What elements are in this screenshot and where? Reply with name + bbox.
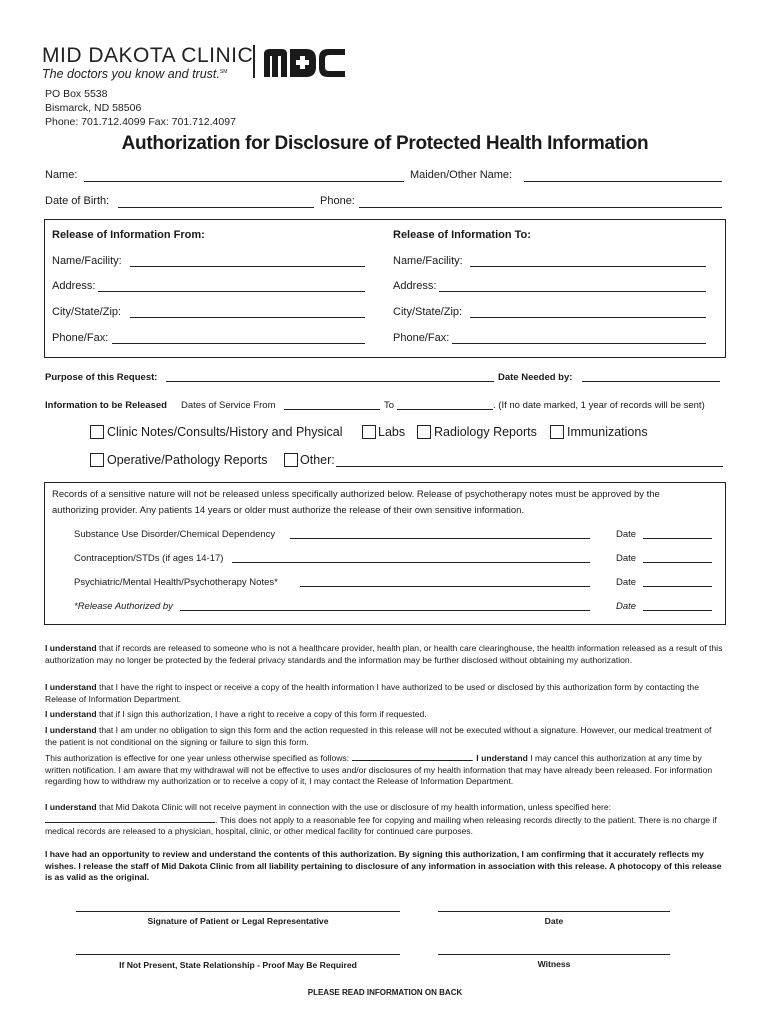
psychiatric-date-label: Date: [616, 577, 637, 588]
understand-paragraph-2: I understand that I have the right to inspect or receive a copy of the health information I have authorized to be used or disclosed by this authorization form by contacting the Release of Information Department.: [45, 682, 699, 704]
contraception-date-label: Date: [616, 553, 637, 564]
to-label: To: [384, 400, 395, 411]
date-needed-field[interactable]: [582, 381, 720, 382]
other-checkbox[interactable]: [284, 453, 298, 467]
clinic-notes-label: Clinic Notes/Consults/History and Physical: [107, 425, 343, 439]
from-name-field[interactable]: [130, 266, 365, 267]
authorized-date-label: Date: [616, 601, 637, 612]
relationship-caption: If Not Present, State Relationship - Proof May Be Required: [119, 960, 357, 970]
to-name-field[interactable]: [470, 266, 706, 267]
info-released-label: Information to be Released: [45, 400, 167, 411]
purpose-field[interactable]: [166, 381, 494, 382]
phone-label: Phone:: [320, 195, 355, 207]
labs-checkbox[interactable]: [362, 425, 376, 439]
contraception-label: Contraception/STDs (if ages 14-17): [74, 553, 224, 564]
contraception-field[interactable]: [232, 562, 590, 563]
form-title: Authorization for Disclosure of Protected Health Information: [121, 133, 649, 154]
from-city-field[interactable]: [130, 317, 365, 318]
substance-date-label: Date: [616, 529, 637, 540]
address-line-2: Bismarck, ND 58506: [45, 102, 142, 114]
date-needed-label: Date Needed by:: [498, 372, 573, 383]
name-label: Name:: [45, 169, 78, 181]
immunizations-checkbox[interactable]: [550, 425, 564, 439]
to-phone-label: Phone/Fax:: [393, 332, 450, 344]
release-to-heading: Release of Information To:: [393, 229, 531, 241]
contraception-date-field[interactable]: [643, 562, 712, 563]
signature-date-field[interactable]: [438, 911, 670, 912]
release-authorized-label: *Release Authorized by: [74, 601, 173, 612]
dates-of-service-label: Dates of Service From: [181, 400, 276, 411]
understand-paragraph-3: I understand that if I sign this authorization, I have a right to receive a copy of this form if requested.: [45, 709, 427, 719]
logo-divider: [253, 45, 255, 78]
from-address-field[interactable]: [98, 291, 365, 292]
to-name-label: Name/Facility:: [393, 255, 463, 267]
other-field[interactable]: [336, 466, 723, 467]
to-city-field[interactable]: [470, 317, 706, 318]
clinic-name: MID DAKOTA CLINIC: [42, 44, 254, 67]
acknowledgement-paragraph: I have had an opportunity to review and understand the contents of this authorization. By signing this authorization, I am confirming that it accurately reflects my wishes. I release the staff of Mid Dakota Clinic from all liability pertaining to disclosure of any information in association with this release. A photocopy of this release is as valid as the original.: [45, 849, 722, 882]
understand-paragraph-1: I understand that if records are released to someone who is not a healthcare provider, health plan, or health care clearinghouse, the health information released as a result of this authorization may no longer be protected by the federal privacy standards and the information may be further disclosed without obtaining my authorization.: [45, 643, 723, 665]
sensitive-intro-line-2: authorizing provider. Any patients 14 years or older must authorize the release of their own sensitive information.: [52, 505, 525, 516]
release-from-heading: Release of Information From:: [52, 229, 205, 241]
dob-label: Date of Birth:: [45, 195, 110, 207]
psychiatric-date-field[interactable]: [643, 586, 712, 587]
radiology-checkbox[interactable]: [417, 425, 431, 439]
substance-use-field[interactable]: [290, 538, 590, 539]
service-from-field[interactable]: [284, 409, 380, 410]
to-address-label: Address:: [393, 280, 437, 292]
no-date-note: . (If no date marked, 1 year of records will be sent): [493, 400, 705, 411]
understand-paragraph-6: I understand that Mid Dakota Clinic will not receive payment in connection with the use or disclosure of my health information, unless specified here: . This does not apply to a reasonable fee for copying and mailing when releasing records directly to the patient. There is no charge if medical records are released to a physician, hospital, clinic, or other medical facility for continued care purposes.: [45, 802, 717, 836]
to-city-label: City/State/Zip:: [393, 306, 463, 318]
operative-label: Operative/Pathology Reports: [107, 453, 268, 467]
effective-until-field[interactable]: [352, 752, 472, 761]
witness-caption: Witness: [537, 959, 571, 969]
phone-field[interactable]: [359, 207, 722, 208]
signature-date-caption: Date: [544, 916, 564, 926]
maiden-name-label: Maiden/Other Name:: [410, 169, 513, 181]
labs-label: Labs: [378, 425, 406, 439]
release-authorized-field[interactable]: [180, 610, 590, 611]
from-phone-field[interactable]: [112, 343, 365, 344]
mdc-logo-mark: [262, 46, 346, 78]
relationship-field[interactable]: [76, 954, 400, 955]
to-address-field[interactable]: [439, 291, 706, 292]
patient-signature-caption: Signature of Patient or Legal Representative: [147, 916, 329, 926]
psychiatric-label: Psychiatric/Mental Health/Psychotherapy Notes*: [74, 577, 278, 588]
effective-paragraph: This authorization is effective for one year unless otherwise specified as follows: . I understand I may cancel this authorization at any time by written notification. I am aware that my withdrawal will not be effective to uses and/or disclosures of my health information that may have already been released. For information regarding how to withdraw my authorization or to receive a copy of it, I may contact the Release of Information Department.: [45, 753, 713, 786]
immunizations-label: Immunizations: [567, 425, 648, 439]
psychiatric-field[interactable]: [300, 586, 590, 587]
address-line-3: Phone: 701.712.4099 Fax: 701.712.4097: [45, 116, 236, 128]
from-city-label: City/State/Zip:: [52, 306, 122, 318]
service-to-field[interactable]: [397, 409, 493, 410]
footer-note: PLEASE READ INFORMATION ON BACK: [307, 988, 463, 997]
clinic-tagline: The doctors you know and trust.℠: [42, 67, 228, 81]
radiology-label: Radiology Reports: [434, 425, 537, 439]
dob-field[interactable]: [118, 207, 314, 208]
from-name-label: Name/Facility:: [52, 255, 122, 267]
other-label: Other:: [300, 453, 335, 467]
understand-paragraph-4: I understand that I am under no obligation to sign this form and the action requested in this release will not be executed without a signature. However, our medical treatment of the patient is not conditional on the signing or failure to sign this form.: [45, 725, 712, 747]
from-phone-label: Phone/Fax:: [52, 332, 109, 344]
witness-field[interactable]: [438, 954, 670, 955]
purpose-label: Purpose of this Request:: [45, 372, 158, 383]
payment-field[interactable]: [45, 814, 215, 823]
substance-use-label: Substance Use Disorder/Chemical Dependency: [74, 529, 276, 540]
authorized-date-field[interactable]: [643, 610, 712, 611]
to-phone-field[interactable]: [452, 343, 706, 344]
from-address-label: Address:: [52, 280, 96, 292]
maiden-name-field[interactable]: [524, 181, 722, 182]
sensitive-intro-line-1: Records of a sensitive nature will not be released unless specifically authorized below. Release of psychotherapy notes must be approved by the: [52, 489, 660, 500]
clinic-notes-checkbox[interactable]: [90, 425, 104, 439]
patient-signature-field[interactable]: [76, 911, 400, 912]
name-field[interactable]: [84, 181, 404, 182]
substance-date-field[interactable]: [643, 538, 712, 539]
address-line-1: PO Box 5538: [45, 88, 108, 100]
operative-checkbox[interactable]: [90, 453, 104, 467]
